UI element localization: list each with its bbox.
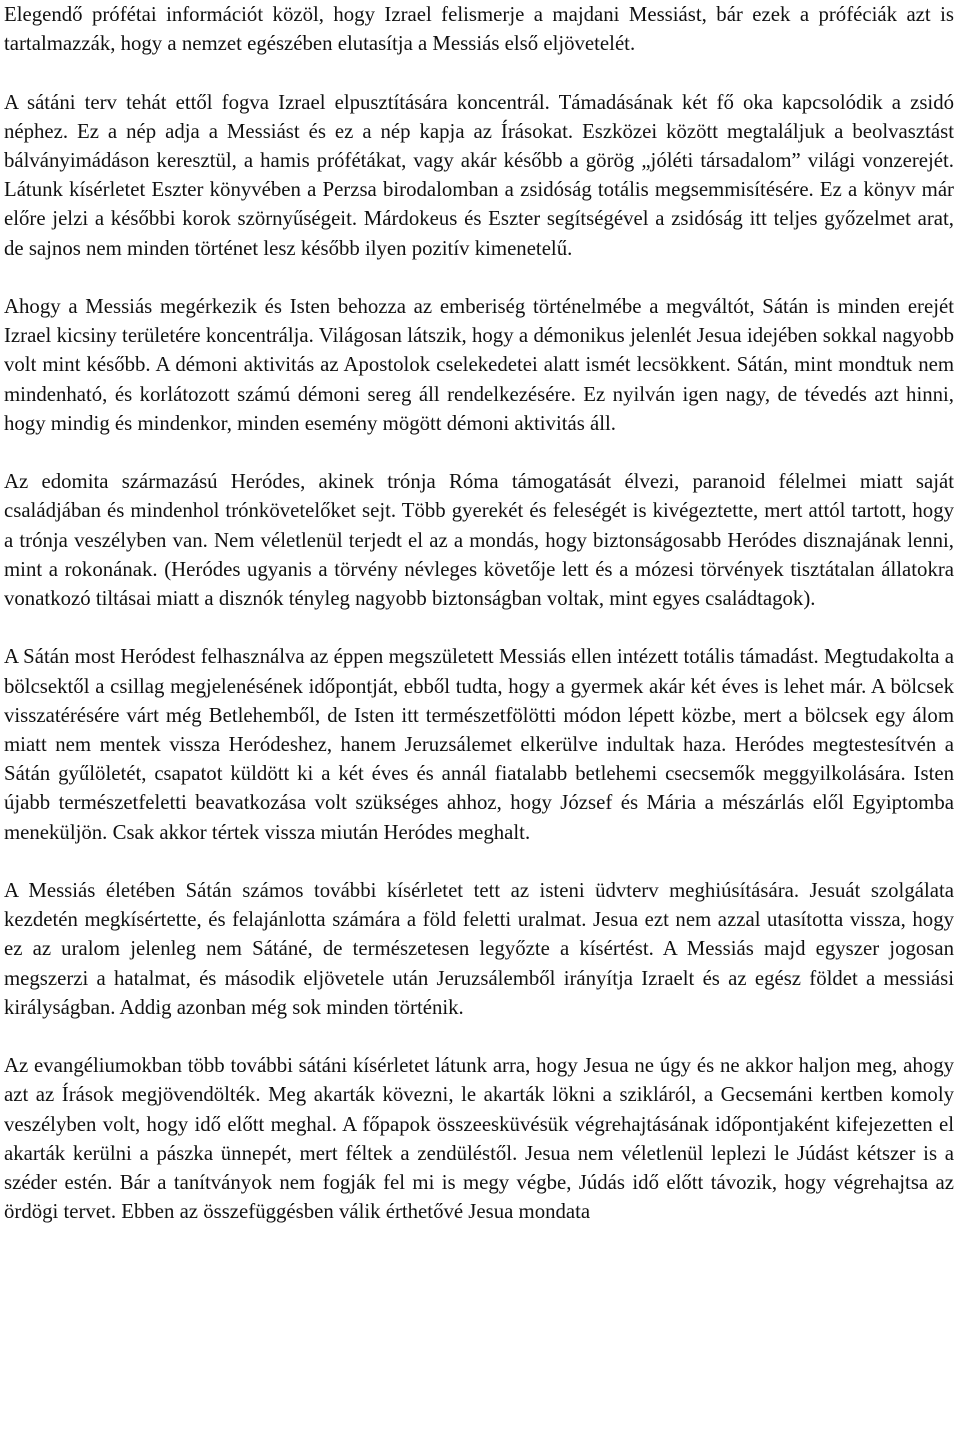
paragraph-5: A Sátán most Heródest felhasználva az éppen megszületett Messiás ellen intézett totális támadást. Megtudakolta a bölcsektől a csillag megjelenésének időpontját, ebből tudta, hogy a gyermek akár két éves is lehet már. A bölcsek visszatérésére várt még Betlehemből, de Isten itt természetfölötti módon lépett közbe, mert a bölcsek egy álom miatt nem mentek vissza Heródeshez, hanem Jeruzsálemet elkerülve indultak haza. Heródes megtestesítvén a Sátán gyűlöletét, csapatot küldött ki a két éves és annál fiatalabb betlehemi csecsemők meggyilkolására. Isten újabb természetfeletti beavatkozása volt szükséges ahhoz, hogy József és Mária a mészárlás elől Egyiptomba meneküljön. Csak akkor tértek vissza miután Heródes meghalt. [4, 645, 954, 844]
paragraph-6: A Messiás életében Sátán számos további kísérletet tett az isteni üdvterv meghiúsítására. Jesuát szolgálata kezdetén megkísértette, és felajánlotta számára a föld feletti uralmat. Jesua ezt nem azzal utasította vissza, hogy ez az uralom jelenleg nem Sátáné, de természetesen legyőzte a kísértést. A Messiás majd egyszer jogosan megszerzi a hatalmat, és második eljövetele után Jeruzsálemből irányítja Izraelt és az egész földet a messiási királyságban. Addig azonban még sok minden történik. [4, 879, 954, 1019]
paragraph-4: Az edomita származású Heródes, akinek trónja Róma támogatását élvezi, paranoid félelmei miatt saját családjában és mindenhol trónkövetelőket sejt. Több gyerekét és feleségét is kivégeztette, mert attól tartott, hogy a trónja veszélyben van. Nem véletlenül terjedt el az a mondás, hogy biztonságosabb Heródes disznajának lenni, mint a rokonának. (Heródes ugyanis a törvény névleges követője lett és a mózesi törvények tisztátalan állatokra vonatkozó tiltásai miatt a disznók tényleg nagyobb biztonságban voltak, mint egyes családtagok). [4, 470, 954, 611]
document-body [4, 0, 954, 1226]
paragraph-7: Az evangéliumokban több további sátáni kísérletet látunk arra, hogy Jesua ne úgy és ne akkor haljon meg, ahogy azt az Írások megjövendölték. Meg akarták kövezni, le akarták lökni a szikláról, a Gecsemáni kertben komoly veszélyben volt, hogy idő előtt meghal. A főpapok összeesküvésük végrehajtásának időpontjaként kifejezetten el akarták kerülni a pászka ünnepét, mert féltek a zendüléstől. Jesua nem véletlenül leplezi le Júdást kétszer is a széder estén. Bár a tanítványok nem fogják fel mi is megy végbe, Júdás idő előtt távozik, hogy végrehajtsa az ördögi tervet. Ebben az összefüggésben válik érthetővé Jesua mondata [4, 1054, 954, 1224]
paragraph-1: Elegendő prófétai információt közöl, hogy Izrael felismerje a majdani Messiást, bár ezek a próféciák azt is tartalmazzák, hogy a nemzet egészében elutasítja a Messiás első eljövetelét. [4, 3, 954, 56]
paragraph-2: A sátáni terv tehát ettől fogva Izrael elpusztítására koncentrál. Támadásának két fő oka kapcsolódik a zsidó néphez. Ez a nép adja a Messiást és ez a nép kapja az Írásokat. Eszközei között megtaláljuk a beolvasztást bálványimádáson keresztül, a hamis prófétákat, vagy akár később a görög „jóléti társadalom” világi vonzerejét. Látunk kísérletet Eszter könyvében a Perzsa birodalomban a zsidóság totális megsemmisítésére. Ez a könyv már előre jelzi a későbbi korok szörnyűségeit. Márdokeus és Eszter segítségével a zsidóság itt teljes győzelmet arat, de sajnos nem minden történet lesz később ilyen pozitív kimenetelű. [4, 90, 954, 260]
paragraph-3: Ahogy a Messiás megérkezik és Isten behozza az emberiség történelmébe a megváltót, Sátán is minden erejét Izrael kicsiny területére koncentrálja. Világosan látszik, hogy a démonikus jelenlét Jesua idejében sokkal nagyobb volt mint később. A démoni aktivitás az Apostolok cselekedetei alatt ismét lecsökkent. Sátán, mint mondtuk nem mindenható, és korlátozott számú démoni sereg áll rendelkezésére. Ez nyilván igen nagy, de tévedés azt hinni, hogy mindig és mindenkor, minden esemény mögött démoni aktivitás áll. [4, 295, 954, 435]
